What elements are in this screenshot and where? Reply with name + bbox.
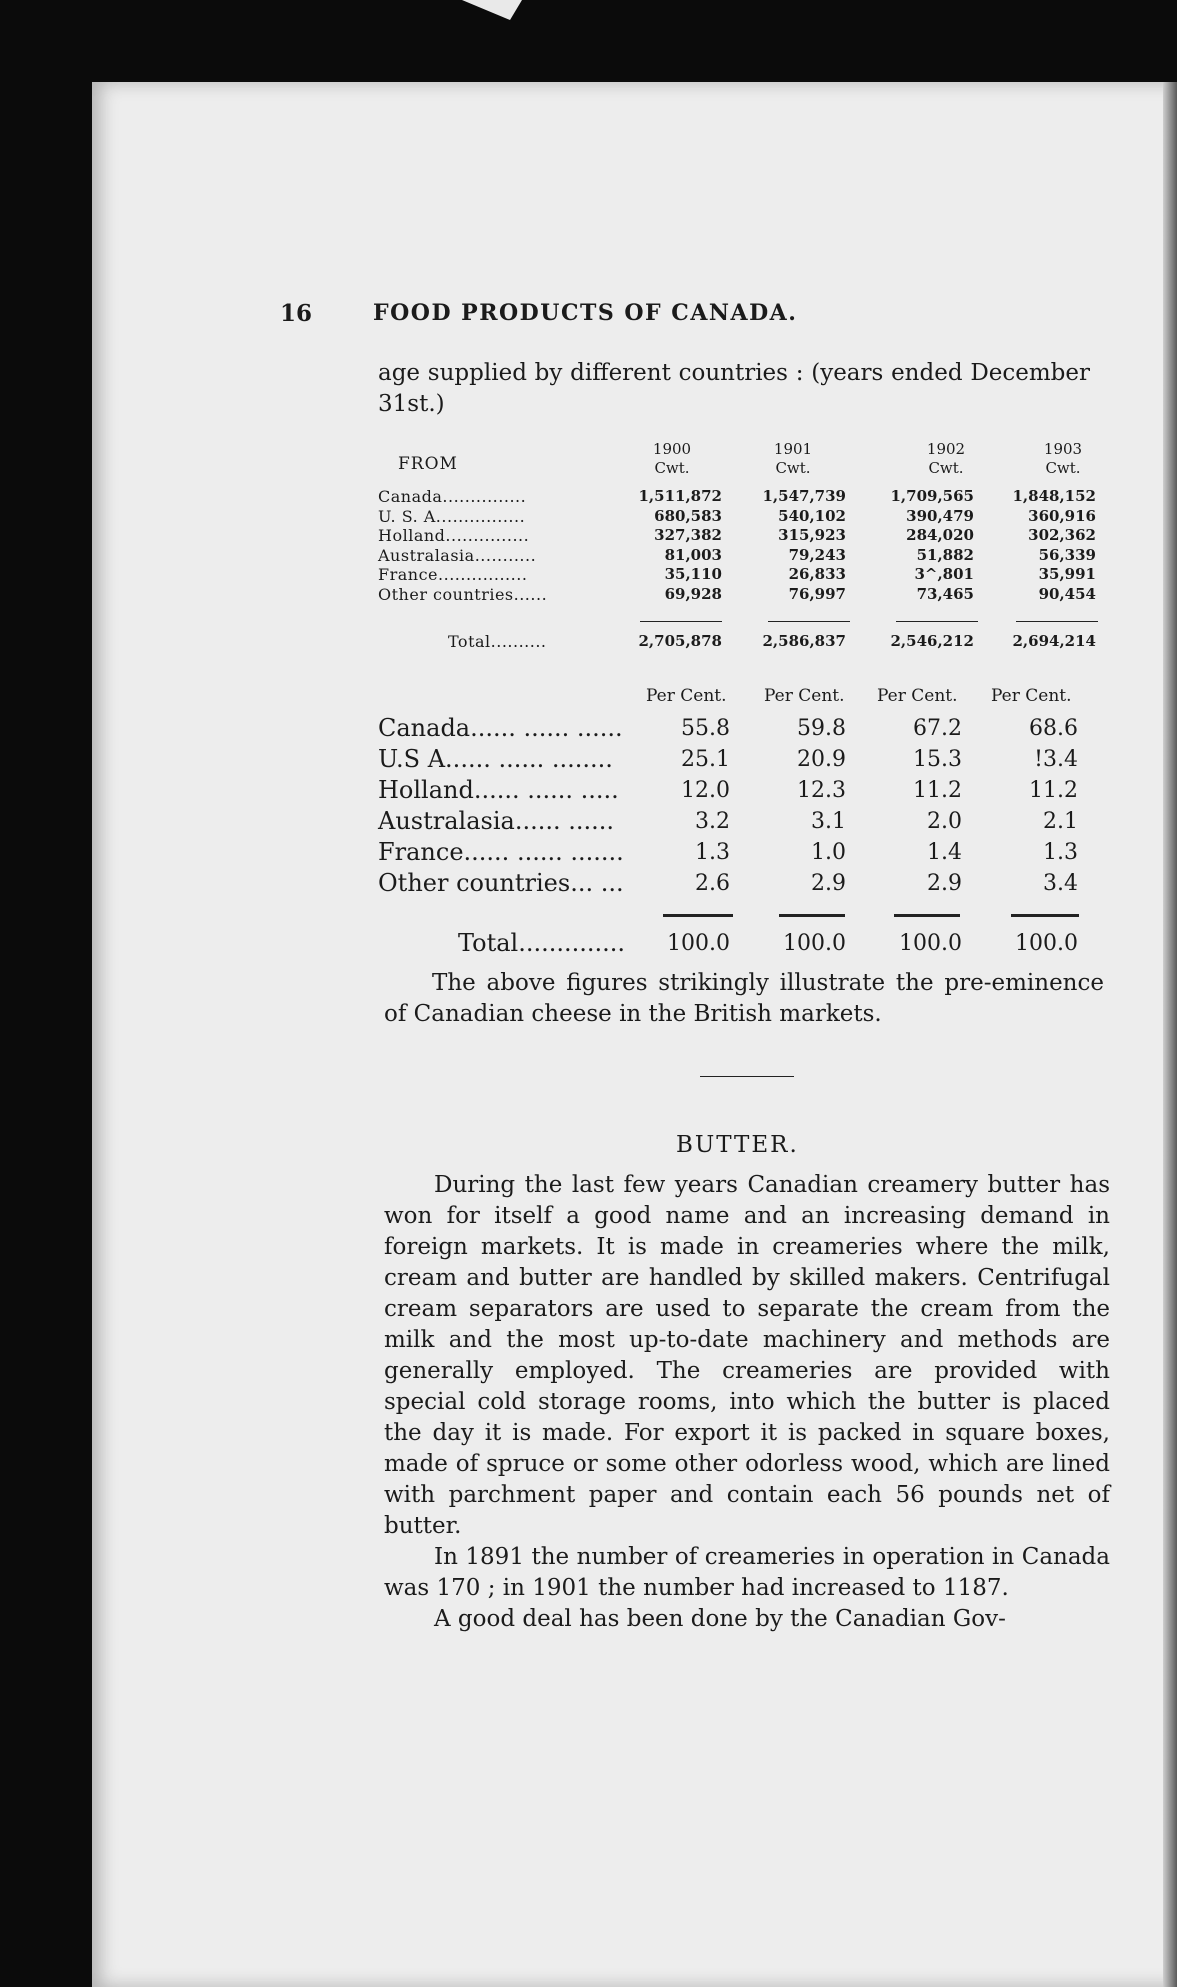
row-label: Holland...... ...... ..... — [378, 776, 619, 804]
from-label: FROM — [398, 454, 458, 474]
cell: 35,991 — [1038, 565, 1096, 583]
cell: 68.6 — [1029, 716, 1078, 741]
percent-col-1903 — [988, 713, 1078, 899]
row-label: Australasia...... ...... — [378, 807, 614, 835]
paragraph: During the last few years Canadian creamery butter has won for itself a good name and an increasing demand in foreign markets. It is made in creameries where the milk, cream and butter are handled by skilled makers. Centrifugal cream separators are used to separate the cream from the milk and the most up-to-date machinery and methods are generally employed. The creameries are provided with special cold storage rooms, into which the butter is placed the day it is made. For export it is packed in square boxes, made of spruce or some other odorless wood, which are lined with parchment paper and contain each 56 pounds net of butter. — [384, 1172, 1110, 1539]
divider — [1016, 621, 1098, 622]
cell: 360,916 — [1028, 506, 1096, 525]
cell: 69,928 — [664, 584, 722, 603]
cell: 2.9 — [811, 871, 846, 896]
divider — [1011, 914, 1079, 917]
row-label: Other countries...... — [378, 584, 548, 604]
cell: 25.1 — [681, 747, 730, 772]
unit: Cwt. — [928, 459, 964, 477]
year: 1902 — [926, 440, 966, 458]
cell: 20.9 — [797, 747, 846, 772]
cell: 2.6 — [695, 871, 730, 896]
row-label: France................ — [378, 565, 528, 584]
cell: 1,848,152 — [1012, 487, 1096, 505]
cell: 3.4 — [1043, 871, 1078, 896]
cell: 2.0 — [927, 809, 962, 834]
cell: 81,003 — [664, 545, 722, 564]
intro-text: age supplied by different countries : (years ended December 31st.) — [378, 360, 1090, 417]
cell: 390,479 — [906, 506, 974, 525]
percent-header: Per Cent. — [877, 686, 958, 706]
cell: 1,547,739 — [762, 487, 846, 505]
column-1902 — [874, 487, 974, 604]
percent-col-1901 — [756, 713, 846, 899]
percent-header: Per Cent. — [764, 686, 845, 706]
percent-total: 100.0 — [667, 931, 730, 956]
row-label: Canada............... — [378, 487, 527, 506]
cell: 11.2 — [913, 778, 962, 803]
cell: 1,709,565 — [890, 487, 974, 505]
total-cell: 2,694,214 — [1012, 632, 1096, 650]
row-label: Canada...... ...... ...... — [378, 714, 623, 742]
cell: 1.3 — [1043, 840, 1078, 865]
cell: 12.3 — [797, 778, 846, 803]
divider — [779, 914, 845, 917]
divider — [896, 621, 978, 622]
total-cell: 2,586,837 — [762, 632, 846, 650]
paragraph: A good deal has been done by the Canadian Gov- — [434, 1606, 1006, 1632]
cell: 1,511,872 — [638, 487, 722, 505]
year-header — [1003, 440, 1123, 478]
column-1903 — [996, 487, 1096, 604]
cell: 12.0 — [681, 778, 730, 803]
percent-total: 100.0 — [783, 931, 846, 956]
percent-row-labels — [378, 713, 648, 899]
cell: 1.3 — [695, 840, 730, 865]
year-header — [612, 440, 732, 478]
row-label: U. S. A................ — [378, 506, 526, 526]
cell: 284,020 — [906, 526, 974, 544]
row-label: France...... ...... ....... — [378, 838, 624, 866]
section-title: BUTTER. — [676, 1132, 799, 1158]
divider — [640, 621, 722, 622]
cell: 3.1 — [811, 809, 846, 834]
cell: 51,882 — [916, 545, 974, 564]
cell: 327,382 — [654, 526, 722, 544]
cell: 59.8 — [797, 716, 846, 741]
column-1901 — [746, 487, 846, 604]
cell: 55.8 — [681, 716, 730, 741]
running-title: FOOD PRODUCTS OF CANADA. — [373, 300, 798, 326]
cell: 540,102 — [778, 506, 846, 525]
row-label: Holland............... — [378, 526, 530, 545]
percent-header: Per Cent. — [991, 686, 1072, 706]
paragraph: In 1891 the number of creameries in operation in Canada was 170 ; in 1901 the number had increased to 1187. — [384, 1544, 1110, 1601]
year: 1903 — [1043, 440, 1083, 458]
year-header — [886, 440, 1006, 478]
percent-total: 100.0 — [1015, 931, 1078, 956]
row-label: Other countries... ... — [378, 869, 624, 897]
cell: 79,243 — [788, 545, 846, 564]
section-divider — [700, 1076, 794, 1077]
total-cell: 2,705,878 — [638, 632, 722, 650]
percent-header: Per Cent. — [646, 686, 727, 706]
cell: 35,110 — [664, 565, 722, 583]
cell: 11.2 — [1029, 778, 1078, 803]
unit: Cwt. — [654, 459, 690, 477]
percent-col-1902 — [872, 713, 962, 899]
butter-text — [384, 1170, 1110, 1635]
cell: 3^,801 — [914, 565, 974, 583]
cell: 2.1 — [1043, 809, 1078, 834]
cell: 315,923 — [778, 526, 846, 544]
cell: 680,583 — [654, 506, 722, 525]
unit: Cwt. — [775, 459, 811, 477]
conclusion-text: The above figures strikingly illustrate the pre-eminence of Canadian cheese in the British markets. — [384, 970, 1104, 1027]
row-labels — [378, 487, 618, 604]
column-1900 — [622, 487, 722, 604]
divider — [894, 914, 960, 917]
year: 1900 — [652, 440, 692, 458]
cell: 26,833 — [788, 565, 846, 583]
cell: 73,465 — [916, 584, 974, 603]
cell: 3.2 — [695, 809, 730, 834]
cell: 76,997 — [788, 584, 846, 603]
cell: 2.9 — [927, 871, 962, 896]
divider — [768, 621, 850, 622]
percent-col-1900 — [640, 713, 730, 899]
unit: Cwt. — [1045, 459, 1081, 477]
cell: 302,362 — [1028, 526, 1096, 544]
total-label: Total.......... — [448, 632, 547, 651]
cell: 67.2 — [913, 716, 962, 741]
row-label: U.S A...... ...... ........ — [378, 745, 613, 773]
percent-total-label: Total.............. — [458, 929, 626, 957]
cell: 90,454 — [1038, 584, 1096, 603]
cell: !3.4 — [1034, 747, 1078, 772]
scan-artifact — [462, 0, 522, 20]
year-header — [733, 440, 853, 478]
page-number: 16 — [280, 300, 313, 327]
total-cell: 2,546,212 — [890, 632, 974, 650]
page-edge — [1163, 82, 1177, 1987]
year: 1901 — [773, 440, 813, 458]
percent-total: 100.0 — [899, 931, 962, 956]
cell: 1.4 — [927, 840, 962, 865]
cell: 1.0 — [811, 840, 846, 865]
divider — [663, 914, 733, 917]
row-label: Australasia........... — [378, 545, 537, 565]
cell: 15.3 — [913, 747, 962, 772]
cell: 56,339 — [1038, 545, 1096, 564]
